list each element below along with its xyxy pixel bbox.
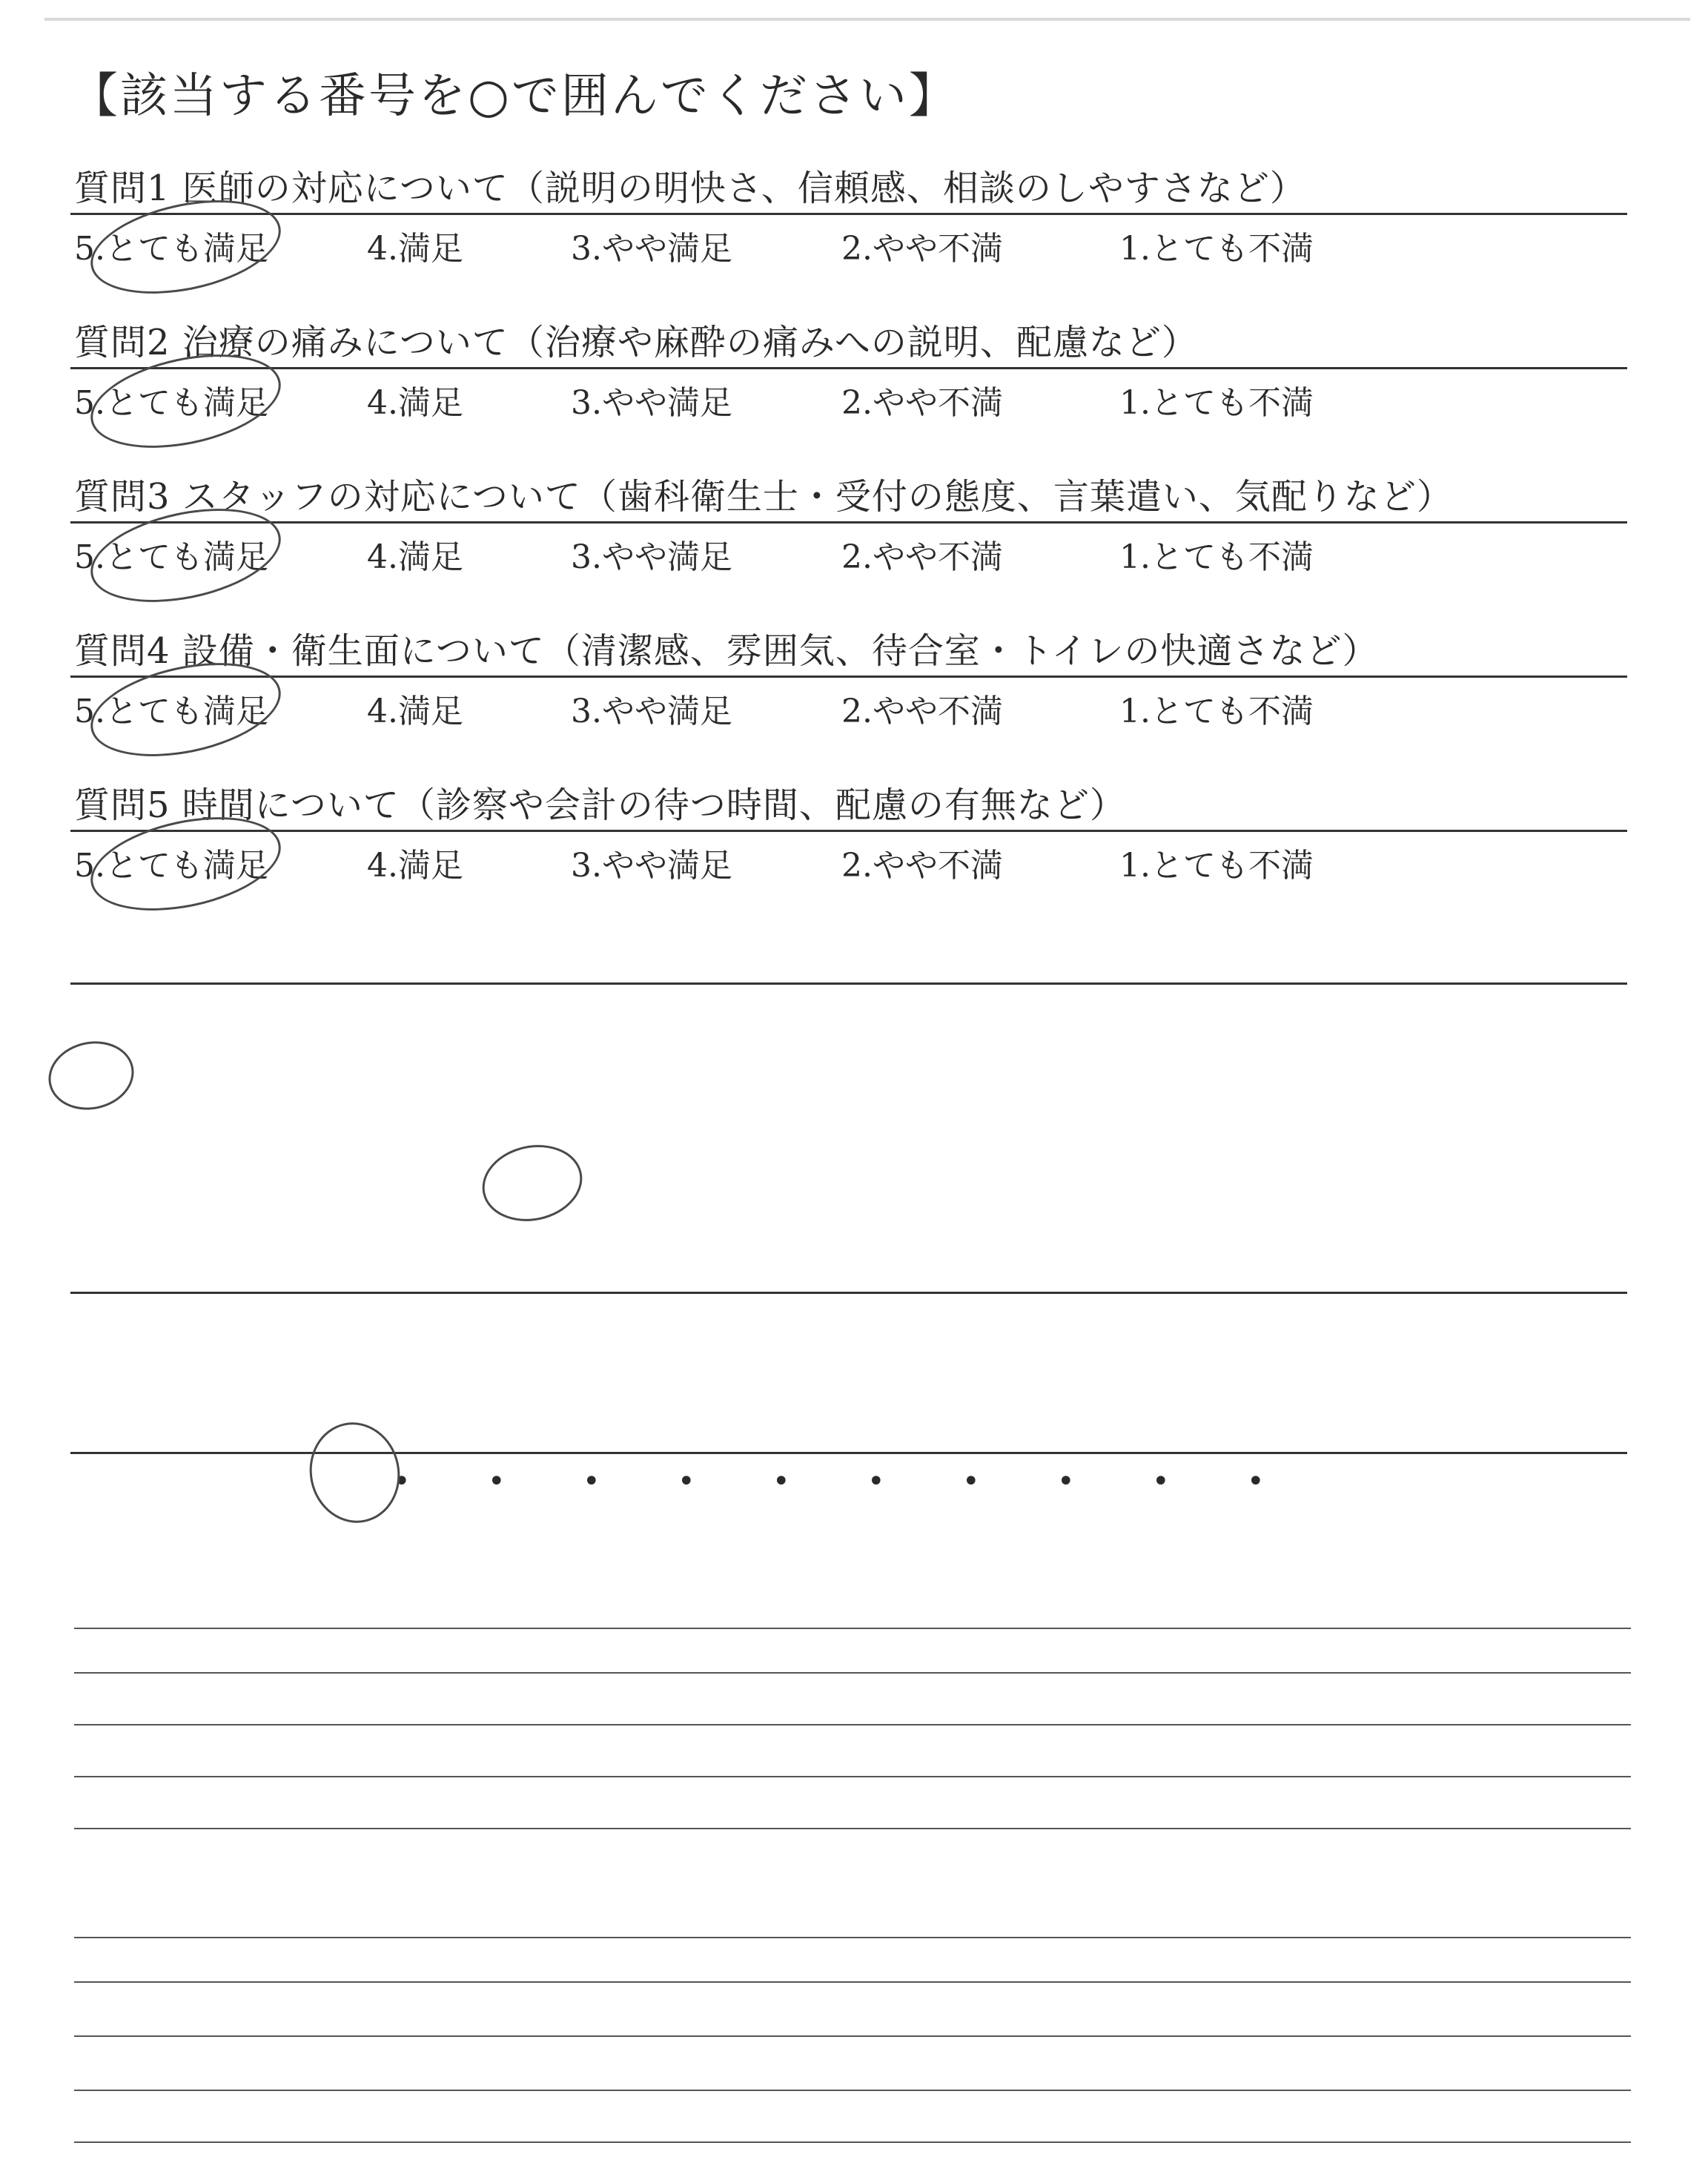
writing-line	[74, 1776, 1631, 1777]
writing-line	[74, 2141, 1631, 2143]
selected-option-circle[interactable]	[475, 1136, 589, 1230]
question-title: 質問5 時間について（診察や会計の待つ時間、配慮の有無など）	[74, 785, 1126, 826]
rating-option[interactable]: 3.やや満足	[571, 230, 732, 268]
question-rule	[70, 1292, 1627, 1294]
rating-option[interactable]: 2.やや不満	[841, 693, 1003, 730]
question-title: 質問2 治療の痛みについて（治療や麻酔の痛みへの説明、配慮など）	[74, 322, 1198, 363]
question-rule	[70, 367, 1627, 369]
writing-line	[74, 1981, 1631, 1983]
rating-option[interactable]: 5.とても満足	[74, 693, 268, 730]
scale-dot: •	[393, 1464, 411, 1499]
rating-option[interactable]: 4.満足	[367, 693, 463, 730]
rating-option[interactable]: 2.やや不満	[841, 384, 1003, 422]
rating-option[interactable]: 1.とても不満	[1119, 230, 1314, 268]
writing-line	[74, 1628, 1631, 1629]
question-title: 質問4 設備・衛生面について（清潔感、雰囲気、待合室・トイレの快適さなど）	[74, 630, 1379, 672]
rating-option[interactable]: 5.とても満足	[74, 384, 268, 422]
scale-dot: •	[1057, 1464, 1075, 1499]
question-title: 質問1 医師の対応について（説明の明快さ、信頼感、相談のしやすさなど）	[74, 168, 1306, 209]
writing-line	[74, 1672, 1631, 1674]
scale-dot: •	[772, 1464, 790, 1499]
scale-dot: •	[678, 1464, 695, 1499]
selected-option-circle[interactable]	[300, 1414, 409, 1531]
question-rule	[70, 676, 1627, 678]
rating-option[interactable]: 3.やや満足	[571, 538, 732, 576]
question-rule	[70, 213, 1627, 215]
rating-option[interactable]: 1.とても不満	[1119, 847, 1314, 885]
rating-option[interactable]: 5.とても満足	[74, 538, 268, 576]
rating-option[interactable]: 4.満足	[367, 230, 463, 268]
rating-option[interactable]: 4.満足	[367, 538, 463, 576]
rating-option[interactable]: 2.やや不満	[841, 538, 1003, 576]
writing-line	[74, 1937, 1631, 1938]
rating-option[interactable]: 3.やや満足	[571, 384, 732, 422]
scale-dot: •	[962, 1464, 980, 1499]
rating-option[interactable]: 2.やや不満	[841, 230, 1003, 268]
question-rule	[70, 521, 1627, 524]
rating-option[interactable]: 4.満足	[367, 847, 463, 885]
rating-option[interactable]: 5.とても満足	[74, 847, 268, 885]
writing-line	[74, 2035, 1631, 2037]
writing-line	[74, 2090, 1631, 2091]
scale-dot: •	[488, 1464, 506, 1499]
page-header: 【該当する番号を○で囲んでください】	[70, 69, 959, 124]
writing-line	[74, 1828, 1631, 1829]
scale-dot: •	[1247, 1464, 1265, 1499]
question-rule	[70, 830, 1627, 832]
rating-option[interactable]: 1.とても不満	[1119, 693, 1314, 730]
top-edge	[44, 18, 1690, 21]
scale-dot: •	[867, 1464, 885, 1499]
question-rule	[70, 982, 1627, 985]
question-title: 質問3 スタッフの対応について（歯科衛生士・受付の態度、言葉遣い、気配りなど）	[74, 476, 1453, 518]
scale-dot: •	[1152, 1464, 1170, 1499]
rating-option[interactable]: 4.満足	[367, 384, 463, 422]
rating-option[interactable]: 5.とても満足	[74, 230, 268, 268]
selected-option-circle[interactable]	[42, 1034, 140, 1117]
rating-option[interactable]: 3.やや満足	[571, 693, 732, 730]
rating-option[interactable]: 1.とても不満	[1119, 538, 1314, 576]
rating-option[interactable]: 3.やや満足	[571, 847, 732, 885]
scale-dot: •	[583, 1464, 600, 1499]
rating-option[interactable]: 2.やや不満	[841, 847, 1003, 885]
question-rule	[70, 1452, 1627, 1454]
rating-option[interactable]: 1.とても不満	[1119, 384, 1314, 422]
writing-line	[74, 1724, 1631, 1725]
